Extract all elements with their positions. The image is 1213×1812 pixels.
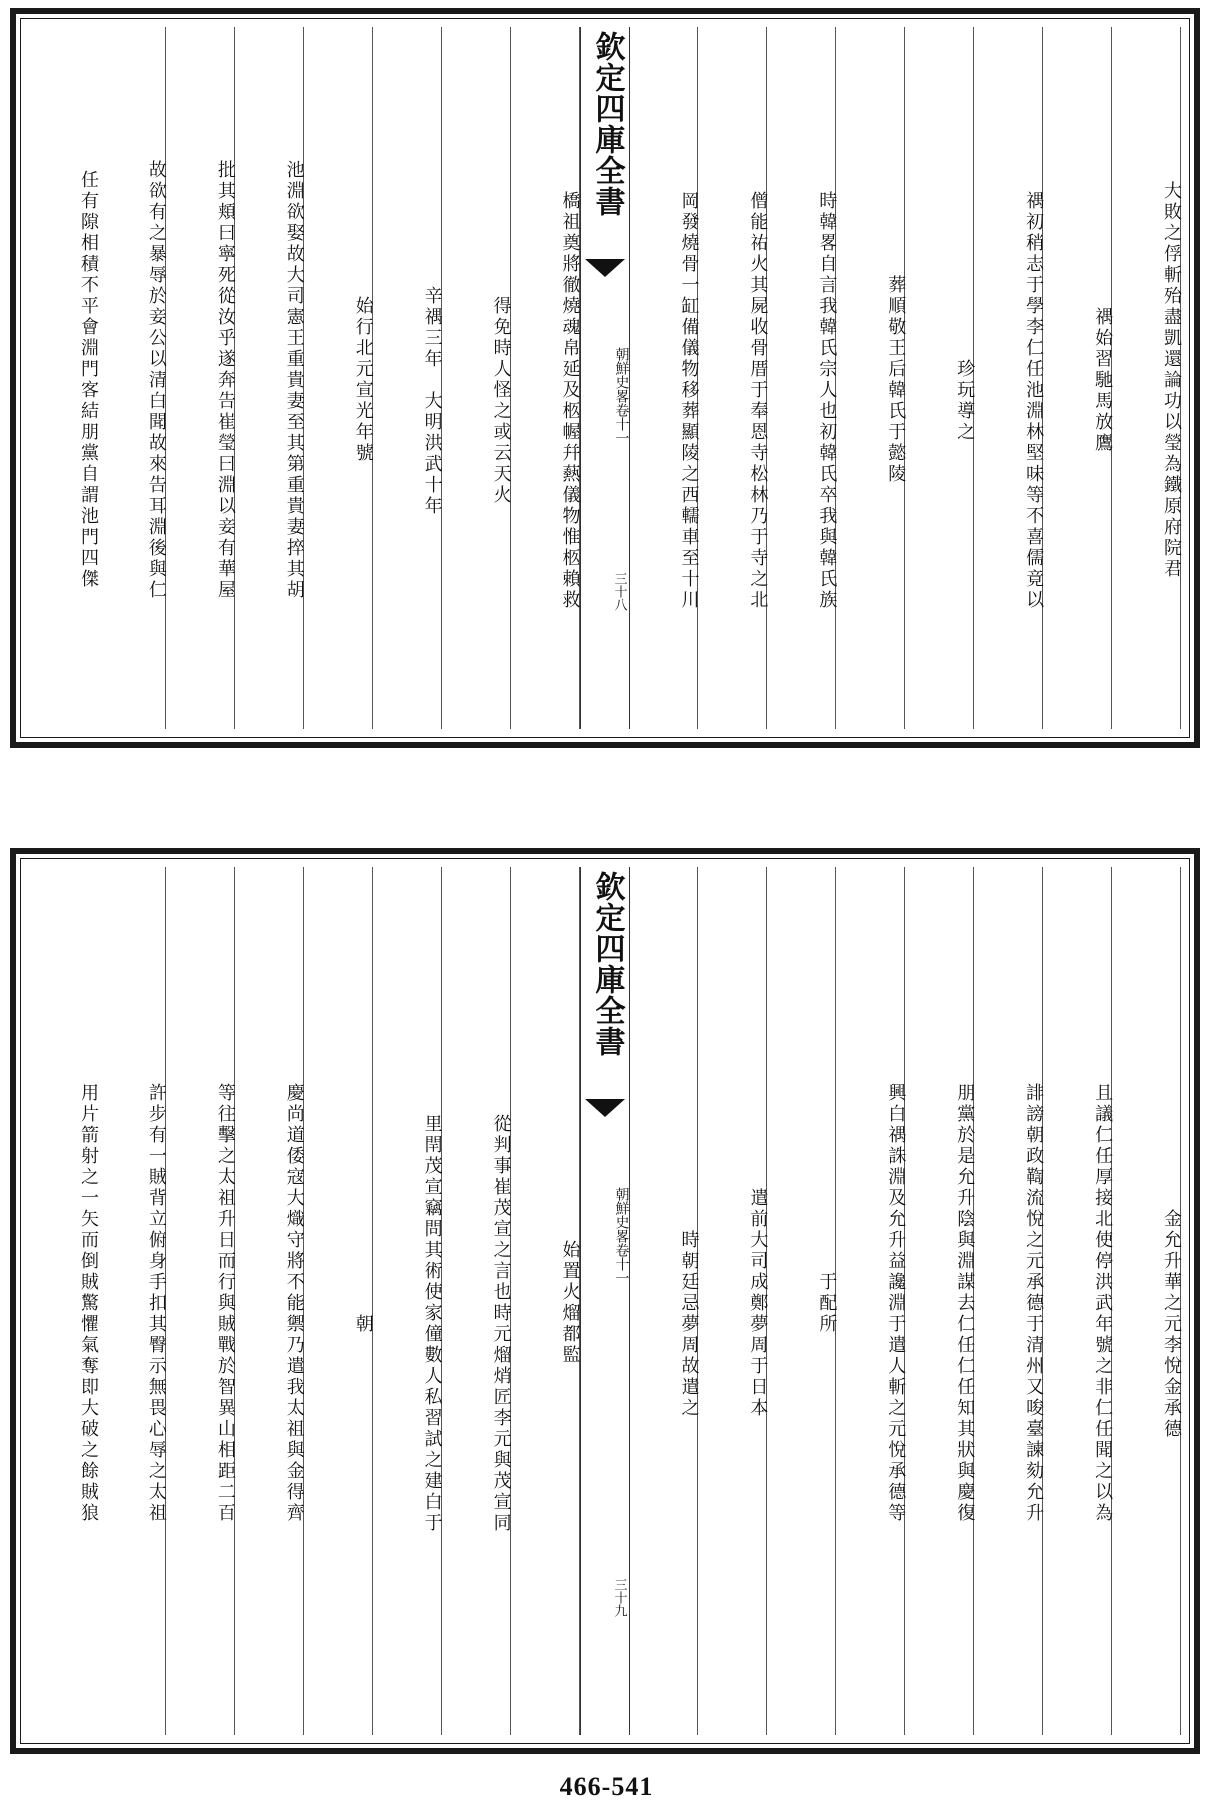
text-column: [1112, 867, 1181, 1735]
column-text: 且議仁任厚接北使停洪武年號之非仁任聞之以為: [1092, 1082, 1114, 1524]
column-text: 始行北元宣光年號: [352, 296, 374, 464]
column-text: 用片箭射之一矢而倒賊驚懼氣奪即大破之餘賊狼: [77, 1082, 99, 1524]
column-text: 于配所: [816, 1271, 838, 1335]
column-text: 金允升華之元李悅金承德: [1161, 1208, 1182, 1440]
column-text: 時韓畧自言我韓氏宗人也初韓氏卒我與韓氏族: [816, 191, 838, 611]
text-column: [698, 27, 767, 729]
text-column: [235, 867, 304, 1735]
text-column: [97, 27, 166, 729]
top-page-frame: [20, 18, 1190, 738]
banner-title: 欽定四庫全書: [589, 31, 625, 217]
text-column: [511, 867, 580, 1735]
column-text: 葬順敬王后韓氏于懿陵: [885, 275, 907, 485]
banner-subtitle: 朝鮮史畧卷十一: [613, 347, 630, 445]
bottom-page-columns: [29, 867, 1181, 1735]
column-text: 任有隙相積不平會淵門客結朋黨自謂池門四傑: [77, 170, 99, 590]
top-page-columns: [29, 27, 1181, 729]
text-column: [836, 27, 905, 729]
banner-leaf-number: 三十九: [611, 1578, 627, 1617]
text-column: [905, 27, 974, 729]
text-column: [1043, 867, 1112, 1735]
column-text: 興白禑誅淵及允升益讒淵于遣人斬之元悅承德等: [885, 1082, 907, 1524]
fishtail-mark: [585, 259, 625, 285]
column-text: 朝: [352, 1313, 374, 1335]
text-column: [905, 867, 974, 1735]
text-column: [166, 27, 235, 729]
column-text: 故欲有之暴辱於妾公以清白聞故來告耳淵後與仁: [145, 159, 167, 601]
text-column: [373, 867, 442, 1735]
column-text: 時朝廷忌夢周故遣之: [678, 1229, 700, 1419]
text-column: [1043, 27, 1112, 729]
column-text: 遣前大司成鄭夢周于日本: [747, 1187, 769, 1419]
bottom-page-frame: [20, 858, 1190, 1744]
column-text: 批其頬曰寧死從汝乎遂奔告崔瑩曰淵以妾有華屋: [214, 159, 236, 601]
text-column: [1112, 27, 1181, 729]
top-page: [10, 8, 1200, 748]
text-column: [373, 27, 442, 729]
column-text: 始置火熘都監: [559, 1240, 581, 1366]
text-column: [304, 27, 373, 729]
banner-title: 欽定四庫全書: [589, 871, 625, 1057]
column-text: 大敗之俘斬殆盡凱還論功以瑩為鐵原府院君: [1161, 180, 1182, 580]
text-column: [97, 867, 166, 1735]
banner-subtitle: 朝鮮史畧卷十一: [613, 1187, 630, 1285]
column-text: 岡發燒骨一缸備儀物移葬顯陵之西轜車至十川: [678, 191, 700, 611]
column-text: 禑始習馳馬放鷹: [1092, 306, 1114, 454]
fishtail-mark: [585, 1099, 625, 1125]
column-text: 得免時人怪之或云天火: [490, 296, 512, 506]
text-column: [974, 27, 1043, 729]
column-text: 池淵欲娶故大司憲王重貴妻至其第重貴妻捽其胡: [283, 159, 305, 601]
text-column: [836, 867, 905, 1735]
text-column: [511, 27, 580, 729]
column-text: 珍玩導之: [954, 359, 976, 443]
column-text: 誹謗朝政鞫流悅之元承德于清州又唆臺諫劾允升: [1023, 1082, 1045, 1524]
text-column: [29, 867, 97, 1735]
column-text: 里閈茂宣竊問其術使家僮數人私習試之建白于: [421, 1114, 443, 1534]
column-text: 許步有一賊背立俯身手扣其臀示無畏心辱之太祖: [145, 1082, 167, 1524]
banner-leaf-number: 三十八: [611, 572, 627, 611]
text-column: [442, 867, 511, 1735]
column-text: 慶尚道倭寇大熾守將不能禦乃遣我太祖與金得齊: [283, 1082, 305, 1524]
column-text: 橋祖奠將徹燒魂帛延及柩幄幷爇儀物惟柩賴救: [559, 191, 581, 611]
text-column: [166, 867, 235, 1735]
column-text: 從判事崔茂宣之言也時元熘焇匠李元與茂宣同: [490, 1114, 512, 1534]
text-column: [235, 27, 304, 729]
text-column: [767, 867, 836, 1735]
page-number: 466-541: [559, 1772, 654, 1801]
text-column: [630, 27, 699, 729]
fishtail-banner: [580, 867, 630, 1735]
fishtail-banner: [580, 27, 630, 729]
text-column: [304, 867, 373, 1735]
text-column: [630, 867, 699, 1735]
column-text: 等往擊之太祖升日而行與賊戰於智異山相距二百: [214, 1082, 236, 1524]
bottom-page: [10, 848, 1200, 1754]
text-column: [698, 867, 767, 1735]
column-text: 禑初稍志于學李仁任池淵林堅味等不喜儒竟以: [1023, 191, 1045, 611]
column-text: 僧能祐火其屍收骨厝于奉恩寺松林乃于寺之北: [747, 191, 769, 611]
text-column: [767, 27, 836, 729]
text-column: [974, 867, 1043, 1735]
column-text: 辛禑三年 大明洪武十年: [421, 285, 443, 517]
column-text: 朋黨於是允升陰與淵謀去仁任仁任知其狀與慶復: [954, 1082, 976, 1524]
text-column: [442, 27, 511, 729]
text-column: [29, 27, 97, 729]
